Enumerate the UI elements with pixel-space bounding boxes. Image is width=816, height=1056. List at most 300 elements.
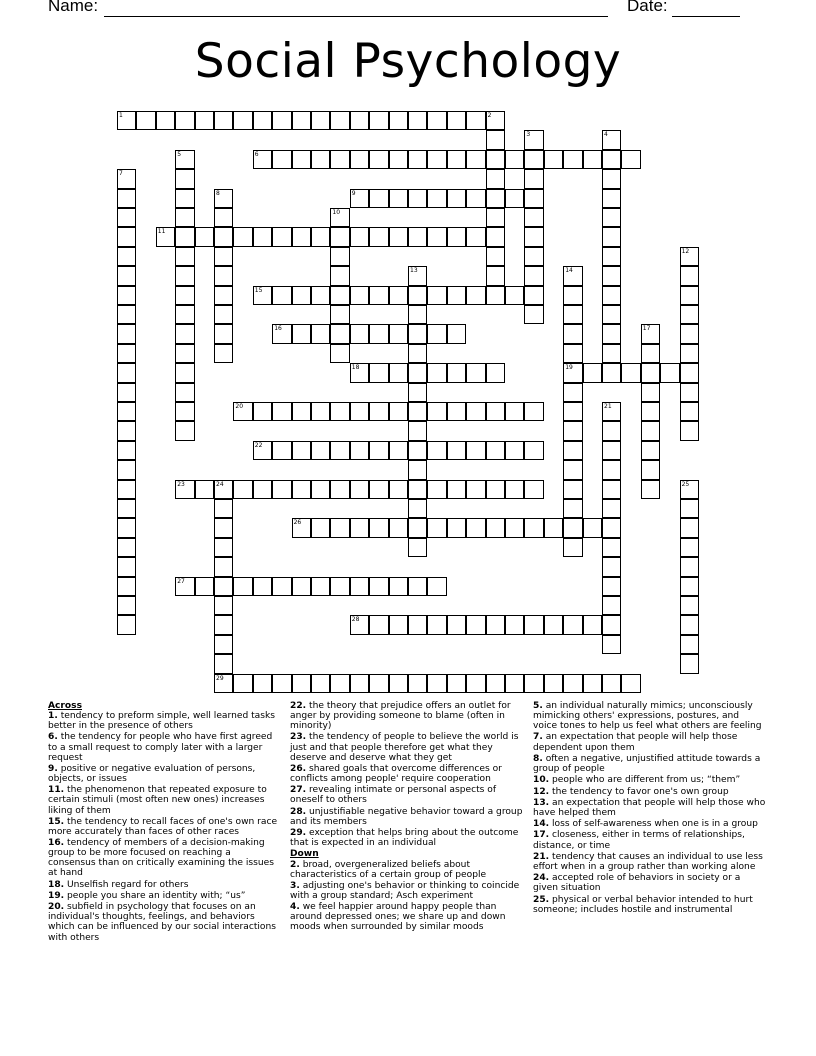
- grid-cell[interactable]: [408, 538, 427, 557]
- grid-cell[interactable]: [389, 577, 408, 596]
- grid-cell[interactable]: [427, 441, 446, 460]
- grid-cell[interactable]: [408, 324, 427, 343]
- grid-cell[interactable]: [117, 227, 136, 246]
- grid-cell[interactable]: [408, 305, 427, 324]
- grid-cell[interactable]: [602, 286, 621, 305]
- grid-cell[interactable]: [369, 189, 388, 208]
- grid-cell[interactable]: [427, 480, 446, 499]
- grid-cell[interactable]: [466, 480, 485, 499]
- grid-cell[interactable]: [641, 421, 660, 440]
- grid-cell[interactable]: [389, 324, 408, 343]
- grid-cell[interactable]: [447, 286, 466, 305]
- grid-cell[interactable]: [524, 305, 543, 324]
- grid-cell[interactable]: [486, 266, 505, 285]
- grid-cell[interactable]: [214, 344, 233, 363]
- grid-cell[interactable]: [408, 674, 427, 693]
- grid-cell[interactable]: [408, 460, 427, 479]
- grid-cell[interactable]: [680, 305, 699, 324]
- grid-cell[interactable]: [466, 402, 485, 421]
- grid-cell[interactable]: [680, 480, 699, 499]
- grid-cell[interactable]: [292, 111, 311, 130]
- grid-cell[interactable]: [680, 344, 699, 363]
- grid-cell[interactable]: [272, 111, 291, 130]
- grid-cell[interactable]: [389, 441, 408, 460]
- grid-cell[interactable]: [292, 286, 311, 305]
- grid-cell[interactable]: [447, 111, 466, 130]
- grid-cell[interactable]: [369, 286, 388, 305]
- grid-cell[interactable]: [641, 324, 660, 343]
- grid-cell[interactable]: [175, 150, 194, 169]
- grid-cell[interactable]: [680, 286, 699, 305]
- grid-cell[interactable]: [214, 674, 233, 693]
- grid-cell[interactable]: [311, 111, 330, 130]
- grid-cell[interactable]: [641, 363, 660, 382]
- grid-cell[interactable]: [117, 169, 136, 188]
- grid-cell[interactable]: [369, 402, 388, 421]
- grid-cell[interactable]: [466, 363, 485, 382]
- grid-cell[interactable]: [447, 227, 466, 246]
- grid-cell[interactable]: [660, 363, 679, 382]
- grid-cell[interactable]: [466, 674, 485, 693]
- grid-cell[interactable]: [175, 247, 194, 266]
- grid-cell[interactable]: [330, 247, 349, 266]
- grid-cell[interactable]: [408, 363, 427, 382]
- grid-cell[interactable]: [369, 324, 388, 343]
- grid-cell[interactable]: [350, 111, 369, 130]
- grid-cell[interactable]: [311, 227, 330, 246]
- grid-cell[interactable]: [621, 363, 640, 382]
- grid-cell[interactable]: [253, 111, 272, 130]
- grid-cell[interactable]: [602, 189, 621, 208]
- grid-cell[interactable]: [214, 227, 233, 246]
- grid-cell[interactable]: [447, 324, 466, 343]
- grid-cell[interactable]: [311, 324, 330, 343]
- grid-cell[interactable]: [330, 480, 349, 499]
- grid-cell[interactable]: [272, 227, 291, 246]
- grid-cell[interactable]: [680, 654, 699, 673]
- grid-cell[interactable]: [311, 674, 330, 693]
- grid-cell[interactable]: [408, 441, 427, 460]
- grid-cell[interactable]: [369, 227, 388, 246]
- grid-cell[interactable]: [292, 150, 311, 169]
- grid-cell[interactable]: [408, 344, 427, 363]
- grid-cell[interactable]: [583, 150, 602, 169]
- grid-cell[interactable]: [369, 615, 388, 634]
- grid-cell[interactable]: [524, 615, 543, 634]
- grid-cell[interactable]: [602, 402, 621, 421]
- grid-cell[interactable]: [369, 518, 388, 537]
- grid-cell[interactable]: [563, 150, 582, 169]
- grid-cell[interactable]: [447, 674, 466, 693]
- grid-cell[interactable]: [214, 266, 233, 285]
- grid-cell[interactable]: [486, 208, 505, 227]
- grid-cell[interactable]: [680, 577, 699, 596]
- grid-cell[interactable]: [447, 189, 466, 208]
- grid-cell[interactable]: [117, 363, 136, 382]
- grid-cell[interactable]: [369, 577, 388, 596]
- grid-cell[interactable]: [175, 402, 194, 421]
- grid-cell[interactable]: [602, 674, 621, 693]
- grid-cell[interactable]: [175, 363, 194, 382]
- grid-cell[interactable]: [602, 247, 621, 266]
- grid-cell[interactable]: [408, 111, 427, 130]
- grid-cell[interactable]: [447, 441, 466, 460]
- grid-cell[interactable]: [524, 150, 543, 169]
- grid-cell[interactable]: [563, 460, 582, 479]
- grid-cell[interactable]: [427, 577, 446, 596]
- grid-cell[interactable]: [524, 402, 543, 421]
- grid-cell[interactable]: [311, 480, 330, 499]
- grid-cell[interactable]: [680, 402, 699, 421]
- grid-cell[interactable]: [680, 615, 699, 634]
- grid-cell[interactable]: [486, 111, 505, 130]
- grid-cell[interactable]: [350, 286, 369, 305]
- grid-cell[interactable]: [117, 480, 136, 499]
- grid-cell[interactable]: [292, 324, 311, 343]
- grid-cell[interactable]: [505, 480, 524, 499]
- grid-cell[interactable]: [505, 441, 524, 460]
- grid-cell[interactable]: [602, 577, 621, 596]
- grid-cell[interactable]: [408, 266, 427, 285]
- grid-cell[interactable]: [117, 402, 136, 421]
- grid-cell[interactable]: [389, 674, 408, 693]
- grid-cell[interactable]: [175, 324, 194, 343]
- grid-cell[interactable]: [408, 227, 427, 246]
- grid-cell[interactable]: [486, 441, 505, 460]
- grid-cell[interactable]: [253, 674, 272, 693]
- grid-cell[interactable]: [563, 266, 582, 285]
- grid-cell[interactable]: [369, 480, 388, 499]
- grid-cell[interactable]: [486, 480, 505, 499]
- grid-cell[interactable]: [330, 266, 349, 285]
- grid-cell[interactable]: [505, 615, 524, 634]
- grid-cell[interactable]: [117, 596, 136, 615]
- grid-cell[interactable]: [330, 518, 349, 537]
- grid-cell[interactable]: [253, 577, 272, 596]
- grid-cell[interactable]: [175, 480, 194, 499]
- grid-cell[interactable]: [117, 266, 136, 285]
- grid-cell[interactable]: [214, 654, 233, 673]
- grid-cell[interactable]: [602, 441, 621, 460]
- grid-cell[interactable]: [389, 518, 408, 537]
- grid-cell[interactable]: [117, 324, 136, 343]
- grid-cell[interactable]: [214, 577, 233, 596]
- grid-cell[interactable]: [408, 402, 427, 421]
- grid-cell[interactable]: [350, 324, 369, 343]
- grid-cell[interactable]: [602, 305, 621, 324]
- grid-cell[interactable]: [272, 402, 291, 421]
- grid-cell[interactable]: [311, 286, 330, 305]
- grid-cell[interactable]: [544, 518, 563, 537]
- grid-cell[interactable]: [563, 344, 582, 363]
- grid-cell[interactable]: [330, 286, 349, 305]
- grid-cell[interactable]: [427, 227, 446, 246]
- grid-cell[interactable]: [117, 305, 136, 324]
- grid-cell[interactable]: [156, 111, 175, 130]
- grid-cell[interactable]: [408, 383, 427, 402]
- grid-cell[interactable]: [369, 150, 388, 169]
- grid-cell[interactable]: [350, 674, 369, 693]
- grid-cell[interactable]: [602, 538, 621, 557]
- grid-cell[interactable]: [253, 402, 272, 421]
- grid-cell[interactable]: [486, 286, 505, 305]
- grid-cell[interactable]: [524, 227, 543, 246]
- grid-cell[interactable]: [602, 130, 621, 149]
- grid-cell[interactable]: [350, 363, 369, 382]
- grid-cell[interactable]: [544, 674, 563, 693]
- grid-cell[interactable]: [486, 674, 505, 693]
- grid-cell[interactable]: [292, 227, 311, 246]
- grid-cell[interactable]: [175, 577, 194, 596]
- grid-cell[interactable]: [311, 150, 330, 169]
- grid-cell[interactable]: [389, 480, 408, 499]
- grid-cell[interactable]: [175, 111, 194, 130]
- grid-cell[interactable]: [214, 305, 233, 324]
- grid-cell[interactable]: [563, 286, 582, 305]
- grid-cell[interactable]: [466, 150, 485, 169]
- grid-cell[interactable]: [272, 324, 291, 343]
- grid-cell[interactable]: [117, 189, 136, 208]
- grid-cell[interactable]: [680, 635, 699, 654]
- grid-cell[interactable]: [408, 518, 427, 537]
- grid-cell[interactable]: [524, 169, 543, 188]
- grid-cell[interactable]: [524, 189, 543, 208]
- grid-cell[interactable]: [641, 460, 660, 479]
- grid-cell[interactable]: [408, 286, 427, 305]
- grid-cell[interactable]: [117, 247, 136, 266]
- grid-cell[interactable]: [466, 111, 485, 130]
- grid-cell[interactable]: [330, 324, 349, 343]
- grid-cell[interactable]: [602, 363, 621, 382]
- grid-cell[interactable]: [330, 344, 349, 363]
- grid-cell[interactable]: [466, 518, 485, 537]
- grid-cell[interactable]: [389, 227, 408, 246]
- grid-cell[interactable]: [680, 266, 699, 285]
- grid-cell[interactable]: [350, 615, 369, 634]
- grid-cell[interactable]: [330, 402, 349, 421]
- grid-cell[interactable]: [117, 344, 136, 363]
- grid-cell[interactable]: [641, 441, 660, 460]
- grid-cell[interactable]: [427, 363, 446, 382]
- grid-cell[interactable]: [486, 615, 505, 634]
- grid-cell[interactable]: [621, 150, 640, 169]
- grid-cell[interactable]: [486, 402, 505, 421]
- grid-cell[interactable]: [214, 518, 233, 537]
- grid-cell[interactable]: [330, 577, 349, 596]
- grid-cell[interactable]: [563, 324, 582, 343]
- grid-cell[interactable]: [233, 674, 252, 693]
- grid-cell[interactable]: [602, 460, 621, 479]
- grid-cell[interactable]: [408, 615, 427, 634]
- grid-cell[interactable]: [505, 189, 524, 208]
- grid-cell[interactable]: [544, 150, 563, 169]
- grid-cell[interactable]: [117, 499, 136, 518]
- grid-cell[interactable]: [214, 499, 233, 518]
- grid-cell[interactable]: [253, 227, 272, 246]
- grid-cell[interactable]: [292, 674, 311, 693]
- grid-cell[interactable]: [233, 227, 252, 246]
- grid-cell[interactable]: [524, 266, 543, 285]
- grid-cell[interactable]: [486, 150, 505, 169]
- grid-cell[interactable]: [350, 518, 369, 537]
- grid-cell[interactable]: [447, 402, 466, 421]
- grid-cell[interactable]: [175, 383, 194, 402]
- grid-cell[interactable]: [602, 266, 621, 285]
- grid-cell[interactable]: [583, 674, 602, 693]
- grid-cell[interactable]: [486, 518, 505, 537]
- grid-cell[interactable]: [214, 286, 233, 305]
- grid-cell[interactable]: [389, 150, 408, 169]
- grid-cell[interactable]: [214, 111, 233, 130]
- grid-cell[interactable]: [427, 402, 446, 421]
- grid-cell[interactable]: [156, 227, 175, 246]
- grid-cell[interactable]: [117, 538, 136, 557]
- grid-cell[interactable]: [195, 227, 214, 246]
- grid-cell[interactable]: [602, 208, 621, 227]
- grid-cell[interactable]: [214, 208, 233, 227]
- grid-cell[interactable]: [175, 227, 194, 246]
- grid-cell[interactable]: [466, 189, 485, 208]
- grid-cell[interactable]: [389, 363, 408, 382]
- grid-cell[interactable]: [680, 518, 699, 537]
- grid-cell[interactable]: [505, 674, 524, 693]
- grid-cell[interactable]: [214, 324, 233, 343]
- grid-cell[interactable]: [427, 286, 446, 305]
- grid-cell[interactable]: [389, 286, 408, 305]
- grid-cell[interactable]: [369, 111, 388, 130]
- grid-cell[interactable]: [350, 480, 369, 499]
- grid-cell[interactable]: [505, 402, 524, 421]
- grid-cell[interactable]: [602, 324, 621, 343]
- grid-cell[interactable]: [447, 518, 466, 537]
- grid-cell[interactable]: [427, 324, 446, 343]
- grid-cell[interactable]: [563, 499, 582, 518]
- grid-cell[interactable]: [272, 577, 291, 596]
- grid-cell[interactable]: [602, 344, 621, 363]
- grid-cell[interactable]: [117, 286, 136, 305]
- grid-cell[interactable]: [175, 189, 194, 208]
- grid-cell[interactable]: [563, 402, 582, 421]
- grid-cell[interactable]: [524, 208, 543, 227]
- grid-cell[interactable]: [602, 169, 621, 188]
- grid-cell[interactable]: [233, 111, 252, 130]
- grid-cell[interactable]: [369, 674, 388, 693]
- grid-cell[interactable]: [466, 286, 485, 305]
- grid-cell[interactable]: [583, 363, 602, 382]
- grid-cell[interactable]: [680, 596, 699, 615]
- grid-cell[interactable]: [330, 305, 349, 324]
- grid-cell[interactable]: [408, 421, 427, 440]
- grid-cell[interactable]: [563, 480, 582, 499]
- grid-cell[interactable]: [272, 441, 291, 460]
- grid-cell[interactable]: [486, 169, 505, 188]
- grid-cell[interactable]: [408, 189, 427, 208]
- grid-cell[interactable]: [563, 383, 582, 402]
- grid-cell[interactable]: [602, 150, 621, 169]
- grid-cell[interactable]: [214, 635, 233, 654]
- grid-cell[interactable]: [427, 150, 446, 169]
- grid-cell[interactable]: [524, 518, 543, 537]
- grid-cell[interactable]: [602, 499, 621, 518]
- grid-cell[interactable]: [621, 674, 640, 693]
- grid-cell[interactable]: [292, 402, 311, 421]
- grid-cell[interactable]: [563, 538, 582, 557]
- grid-cell[interactable]: [680, 557, 699, 576]
- grid-cell[interactable]: [427, 518, 446, 537]
- grid-cell[interactable]: [563, 674, 582, 693]
- grid-cell[interactable]: [117, 421, 136, 440]
- grid-cell[interactable]: [330, 111, 349, 130]
- grid-cell[interactable]: [466, 441, 485, 460]
- grid-cell[interactable]: [330, 208, 349, 227]
- grid-cell[interactable]: [233, 577, 252, 596]
- grid-cell[interactable]: [524, 480, 543, 499]
- grid-cell[interactable]: [117, 557, 136, 576]
- grid-cell[interactable]: [563, 305, 582, 324]
- grid-cell[interactable]: [602, 596, 621, 615]
- grid-cell[interactable]: [505, 150, 524, 169]
- grid-cell[interactable]: [253, 441, 272, 460]
- grid-cell[interactable]: [602, 557, 621, 576]
- grid-cell[interactable]: [272, 286, 291, 305]
- grid-cell[interactable]: [524, 286, 543, 305]
- grid-cell[interactable]: [602, 421, 621, 440]
- grid-cell[interactable]: [292, 480, 311, 499]
- grid-cell[interactable]: [427, 615, 446, 634]
- grid-cell[interactable]: [350, 227, 369, 246]
- grid-cell[interactable]: [505, 286, 524, 305]
- grid-cell[interactable]: [214, 557, 233, 576]
- grid-cell[interactable]: [330, 227, 349, 246]
- grid-cell[interactable]: [583, 518, 602, 537]
- grid-cell[interactable]: [544, 615, 563, 634]
- grid-cell[interactable]: [311, 402, 330, 421]
- grid-cell[interactable]: [563, 518, 582, 537]
- grid-cell[interactable]: [292, 441, 311, 460]
- grid-cell[interactable]: [524, 674, 543, 693]
- grid-cell[interactable]: [602, 615, 621, 634]
- grid-cell[interactable]: [447, 150, 466, 169]
- grid-cell[interactable]: [505, 518, 524, 537]
- grid-cell[interactable]: [253, 150, 272, 169]
- grid-cell[interactable]: [680, 421, 699, 440]
- grid-cell[interactable]: [117, 383, 136, 402]
- grid-cell[interactable]: [389, 402, 408, 421]
- grid-cell[interactable]: [175, 208, 194, 227]
- grid-cell[interactable]: [602, 518, 621, 537]
- grid-cell[interactable]: [408, 480, 427, 499]
- grid-cell[interactable]: [136, 111, 155, 130]
- grid-cell[interactable]: [680, 499, 699, 518]
- grid-cell[interactable]: [330, 441, 349, 460]
- grid-cell[interactable]: [427, 189, 446, 208]
- grid-cell[interactable]: [369, 363, 388, 382]
- grid-cell[interactable]: [117, 460, 136, 479]
- grid-cell[interactable]: [427, 111, 446, 130]
- grid-cell[interactable]: [389, 615, 408, 634]
- grid-cell[interactable]: [486, 130, 505, 149]
- grid-cell[interactable]: [524, 130, 543, 149]
- grid-cell[interactable]: [680, 247, 699, 266]
- grid-cell[interactable]: [466, 227, 485, 246]
- grid-cell[interactable]: [350, 402, 369, 421]
- grid-cell[interactable]: [117, 441, 136, 460]
- grid-cell[interactable]: [214, 615, 233, 634]
- grid-cell[interactable]: [680, 538, 699, 557]
- grid-cell[interactable]: [175, 421, 194, 440]
- grid-cell[interactable]: [117, 615, 136, 634]
- grid-cell[interactable]: [117, 518, 136, 537]
